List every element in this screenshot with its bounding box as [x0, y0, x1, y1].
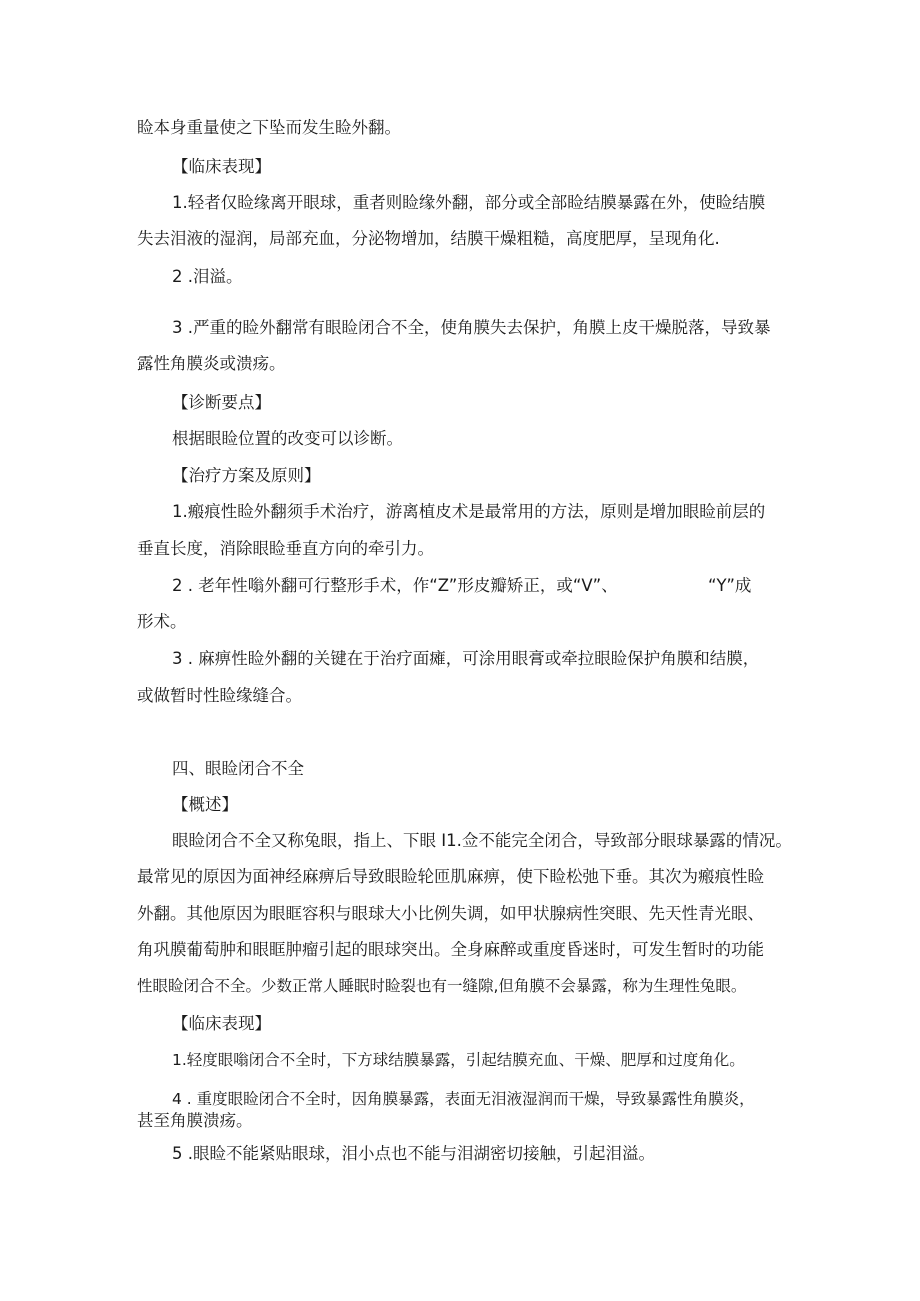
text-line: 睑本身重量使之下坠而发生睑外翻。: [137, 118, 401, 137]
section-heading: 【临床表现】: [172, 1014, 271, 1033]
text-line: 4 . 重度眼睑闭合不全时，因角膜暴露，表面无泪液湿润而干燥，导致暴露性角膜炎，: [172, 1090, 755, 1108]
text-line: 根据眼睑位置的改变可以诊断。: [172, 429, 403, 448]
text-line: 外翻。其他原因为眼眶容积与眼球大小比例失调，如甲状腺病性突眼、先天性青光眼、: [137, 904, 764, 923]
text-line: 2 .泪溢。: [172, 267, 243, 286]
text-line: 最常见的原因为面神经麻痹后导致眼睑轮匝肌麻痹，使下睑松弛下垂。其次为瘢痕性睑: [137, 867, 764, 886]
text-line: 5 .眼睑不能紧贴眼球，泪小点也不能与泪湖密切接触，引起泪溢。: [172, 1144, 655, 1163]
text-line: 露性角膜炎或溃疡。: [137, 354, 286, 373]
text-line: “Y”成: [708, 576, 752, 595]
text-line: 1.轻者仅睑缘离开眼球，重者则睑缘外翻，部分或全部睑结膜暴露在外，使睑结膜: [172, 193, 766, 212]
text-line: 眼睑闭合不全又称兔眼，指上、下眼 I1.佥不能完全闭合，导致部分眼球暴露的情况。: [172, 831, 792, 850]
text-line: 甚至角膜溃疡。: [137, 1111, 253, 1130]
text-line: 2 . 老年性嗡外翻可行整形手术，作“Z”形皮瓣矫正，或“V”、: [172, 576, 618, 595]
section-heading: 【临床表现】: [172, 157, 271, 176]
section-title: 四、眼睑闭合不全: [172, 759, 304, 778]
text-line: 或做暂时性睑缘缝合。: [137, 686, 302, 705]
text-line: 失去泪液的湿润，局部充血，分泌物增加，结膜干燥粗糙，高度肥厚，呈现角化.: [137, 229, 720, 248]
text-line: 1.轻度眼嗡闭合不全时，下方球结膜暴露，引起结膜充血、干燥、肥厚和过度角化。: [172, 1051, 745, 1069]
text-line: 性眼睑闭合不全。少数正常人睡眠时睑裂也有一缝隙,但角膜不会暴露，称为生理性兔眼。: [137, 977, 747, 995]
text-line: 形术。: [137, 612, 187, 631]
text-line: 垂直长度，消除眼睑垂直方向的牵引力。: [137, 539, 434, 558]
text-line: 1.瘢痕性睑外翻须手术治疗，游离植皮术是最常用的方法，原则是增加眼睑前层的: [172, 502, 766, 521]
section-heading: 【诊断要点】: [172, 393, 271, 412]
text-line: 3 . 麻痹性睑外翻的关键在于治疗面瘫，可涂用眼膏或牵拉眼睑保护角膜和结膜，: [172, 649, 760, 668]
text-line: 3 .严重的睑外翻常有眼睑闭合不全，使角膜失去保护，角膜上皮干燥脱落，导致暴: [172, 318, 771, 337]
text-line: 角巩膜葡萄肿和眼眶肿瘤引起的眼球突出。全身麻醉或重度昏迷时，可发生暂时的功能: [137, 940, 764, 959]
section-heading: 【概述】: [172, 795, 238, 814]
section-heading: 【治疗方案及原则】: [172, 466, 321, 485]
